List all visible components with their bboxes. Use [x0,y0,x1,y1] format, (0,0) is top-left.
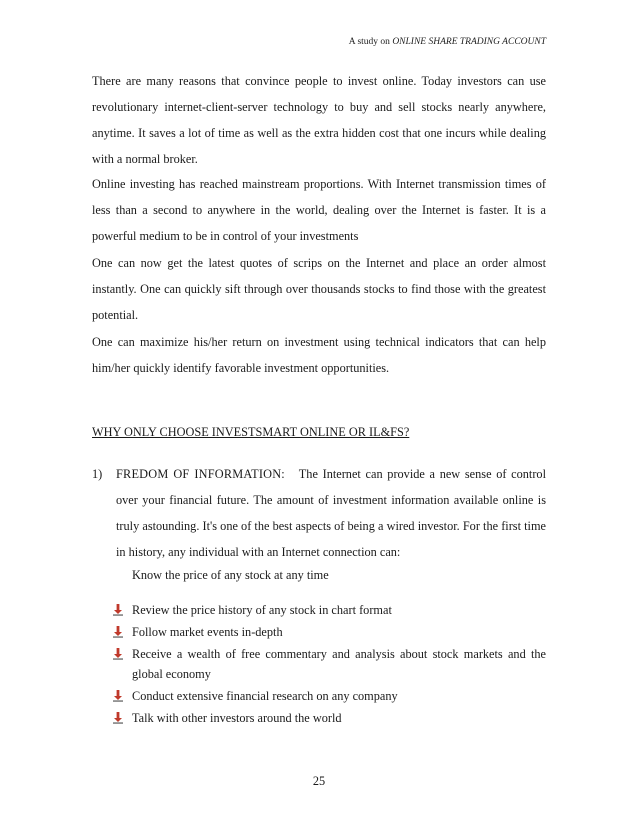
bullet-text: Conduct extensive financial research on any company [132,689,398,703]
list-item [112,686,546,706]
running-header [349,37,546,47]
down-arrow-icon [112,648,124,660]
down-arrow-icon [112,626,124,638]
paragraph-1: There are many reasons that convince people to invest online. Today investors can use revolutionary internet-client-server technology to buy and sell stocks nearly anywhere, anytime. It saves a lot of time as well as the extra hidden cost that one incurs while dealing with a normal broker. [92,74,546,166]
down-arrow-icon [112,712,124,724]
header-title: ONLINE SHARE TRADING ACCOUNT [392,37,546,47]
down-arrow-icon [112,690,124,702]
list-item [112,622,546,642]
bullet-list [112,600,546,730]
list-item [112,600,546,620]
down-arrow-icon [112,604,124,616]
header-prefix: A study on [348,37,393,47]
item-text: The Internet can provide a new sense of control over your financial future. The amount of investment information available online is truly astounding. It's one of the best aspects of being a wired investor. For the first time in history, any individual with an Internet connection can: [116,467,546,559]
paragraph-4: One can maximize his/her return on investment using technical indicators that can help him/her quickly identify favorable investment opportunities. [92,335,546,375]
list-item [112,644,546,684]
page-number: 25 [312,774,326,788]
section-heading: WHY ONLY CHOOSE INVESTSMART ONLINE OR IL&FS? [92,425,410,439]
bullet-text: Follow market events in-depth [132,625,283,639]
paragraph-2: Online investing has reached mainstream proportions. With Internet transmission times of less than a second to anywhere in the world, dealing over the Internet is faster. It is a powerful medium to be in control of your investments [92,177,546,243]
bullet-text: Receive a wealth of free commentary and analysis about stock markets and the global economy [132,647,546,681]
bullet-text: Review the price history of any stock in chart format [132,603,392,617]
numbered-item [92,461,546,565]
paragraph-3: One can now get the latest quotes of scrips on the Internet and place an order almost instantly. One can quickly sift through over thousands stocks to find those with the greatest potential. [92,256,546,322]
list-item [112,708,546,728]
item-lead: FREDOM OF INFORMATION: [116,467,285,481]
bullet-text: Talk with other investors around the world [132,711,342,725]
item-body [116,461,546,565]
plain-line: Know the price of any stock at any time [132,568,329,582]
item-number: 1) [92,467,103,481]
